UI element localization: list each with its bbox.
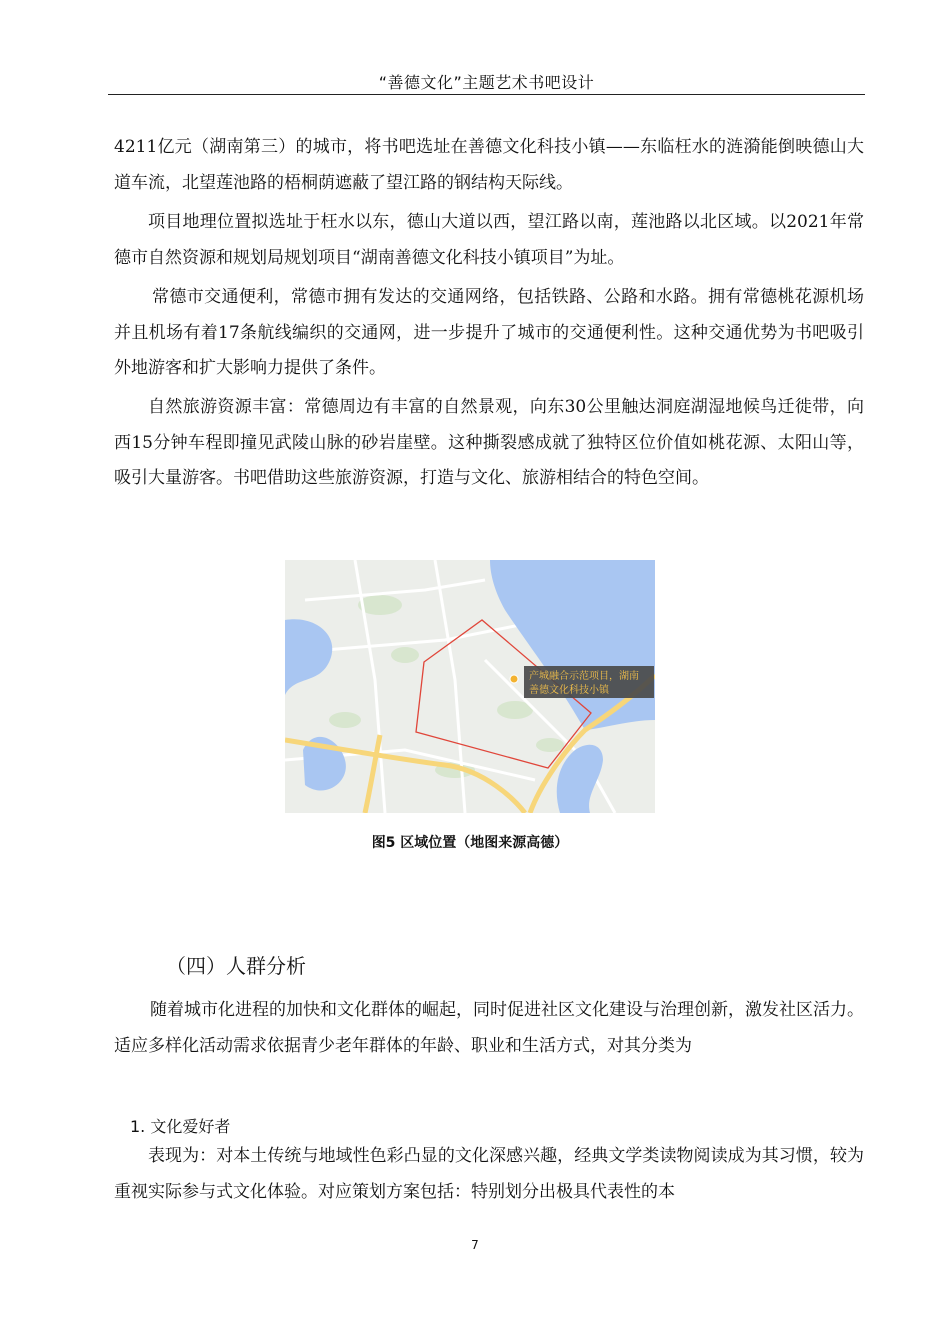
paragraph-culture-fans: 表现为：对本土传统与地域性色彩凸显的文化深感兴趣，经典文学类读物阅读成为其习惯，较为重视实际参与式文化体验。对应策划方案包括：特别划分出极具代表性的本 [114,1146,864,1202]
map-label-line2: 善德文化科技小镇 [529,685,609,696]
map-svg [285,560,655,813]
header-rule [108,94,865,95]
paragraph-tourism: 自然旅游资源丰富：常德周边有丰富的自然景观，向东30公里触达洞庭湖湿地候鸟迁徙带，向西15分钟车程即撞见武陵山脉的砂岩崖壁。这种撕裂感成就了独特区位价值如桃花源、太阳山等，吸引大量游客。书吧借助这些旅游资源，打造与文化、旅游相结合的特色空间。 [114,397,864,488]
paragraph-population: 随着城市化进程的加快和文化群体的崛起，同时促进社区文化建设与治理创新，激发社区活力。适应多样化活动需求依据青少老年群体的年龄、职业和生活方式，对其分类为 [114,1000,864,1056]
subsection-heading: 1. 文化爱好者 [130,1117,231,1136]
paragraph-transport: 常德市交通便利，常德市拥有发达的交通网络，包括铁路、公路和水路。拥有常德桃花源机场并且机场有着17条航线编织的交通网，进一步提升了城市的交通便利性。这种交通优势为书吧吸引外地游客和扩大影响力提供了条件。 [114,287,864,378]
running-header-title: “善德文化”主题艺术书吧设计 [378,73,595,92]
section-heading: （四）人群分析 [166,954,306,978]
page-number: 7 [471,1238,479,1252]
paragraph-location: 项目地理位置拟选址于枉水以东，德山大道以西，望江路以南，莲池路以北区域。以2021年常德市自然资源和规划局规划项目“湖南善德文化科技小镇项目”为址。 [114,212,864,268]
figure-caption: 图5 区域位置（地图来源高德） [371,835,569,851]
region-location-map [285,560,655,813]
paragraph-continuation: 4211亿元（湖南第三）的城市，将书吧选址在善德文化科技小镇——东临枉水的涟漪能倒映德山大道车流，北望莲池路的梧桐荫遮蔽了望江路的钢结构天际线。 [114,137,864,193]
map-label-line1: 产城融合示范项目，湖南 [529,671,639,682]
location-marker-icon [510,675,518,683]
